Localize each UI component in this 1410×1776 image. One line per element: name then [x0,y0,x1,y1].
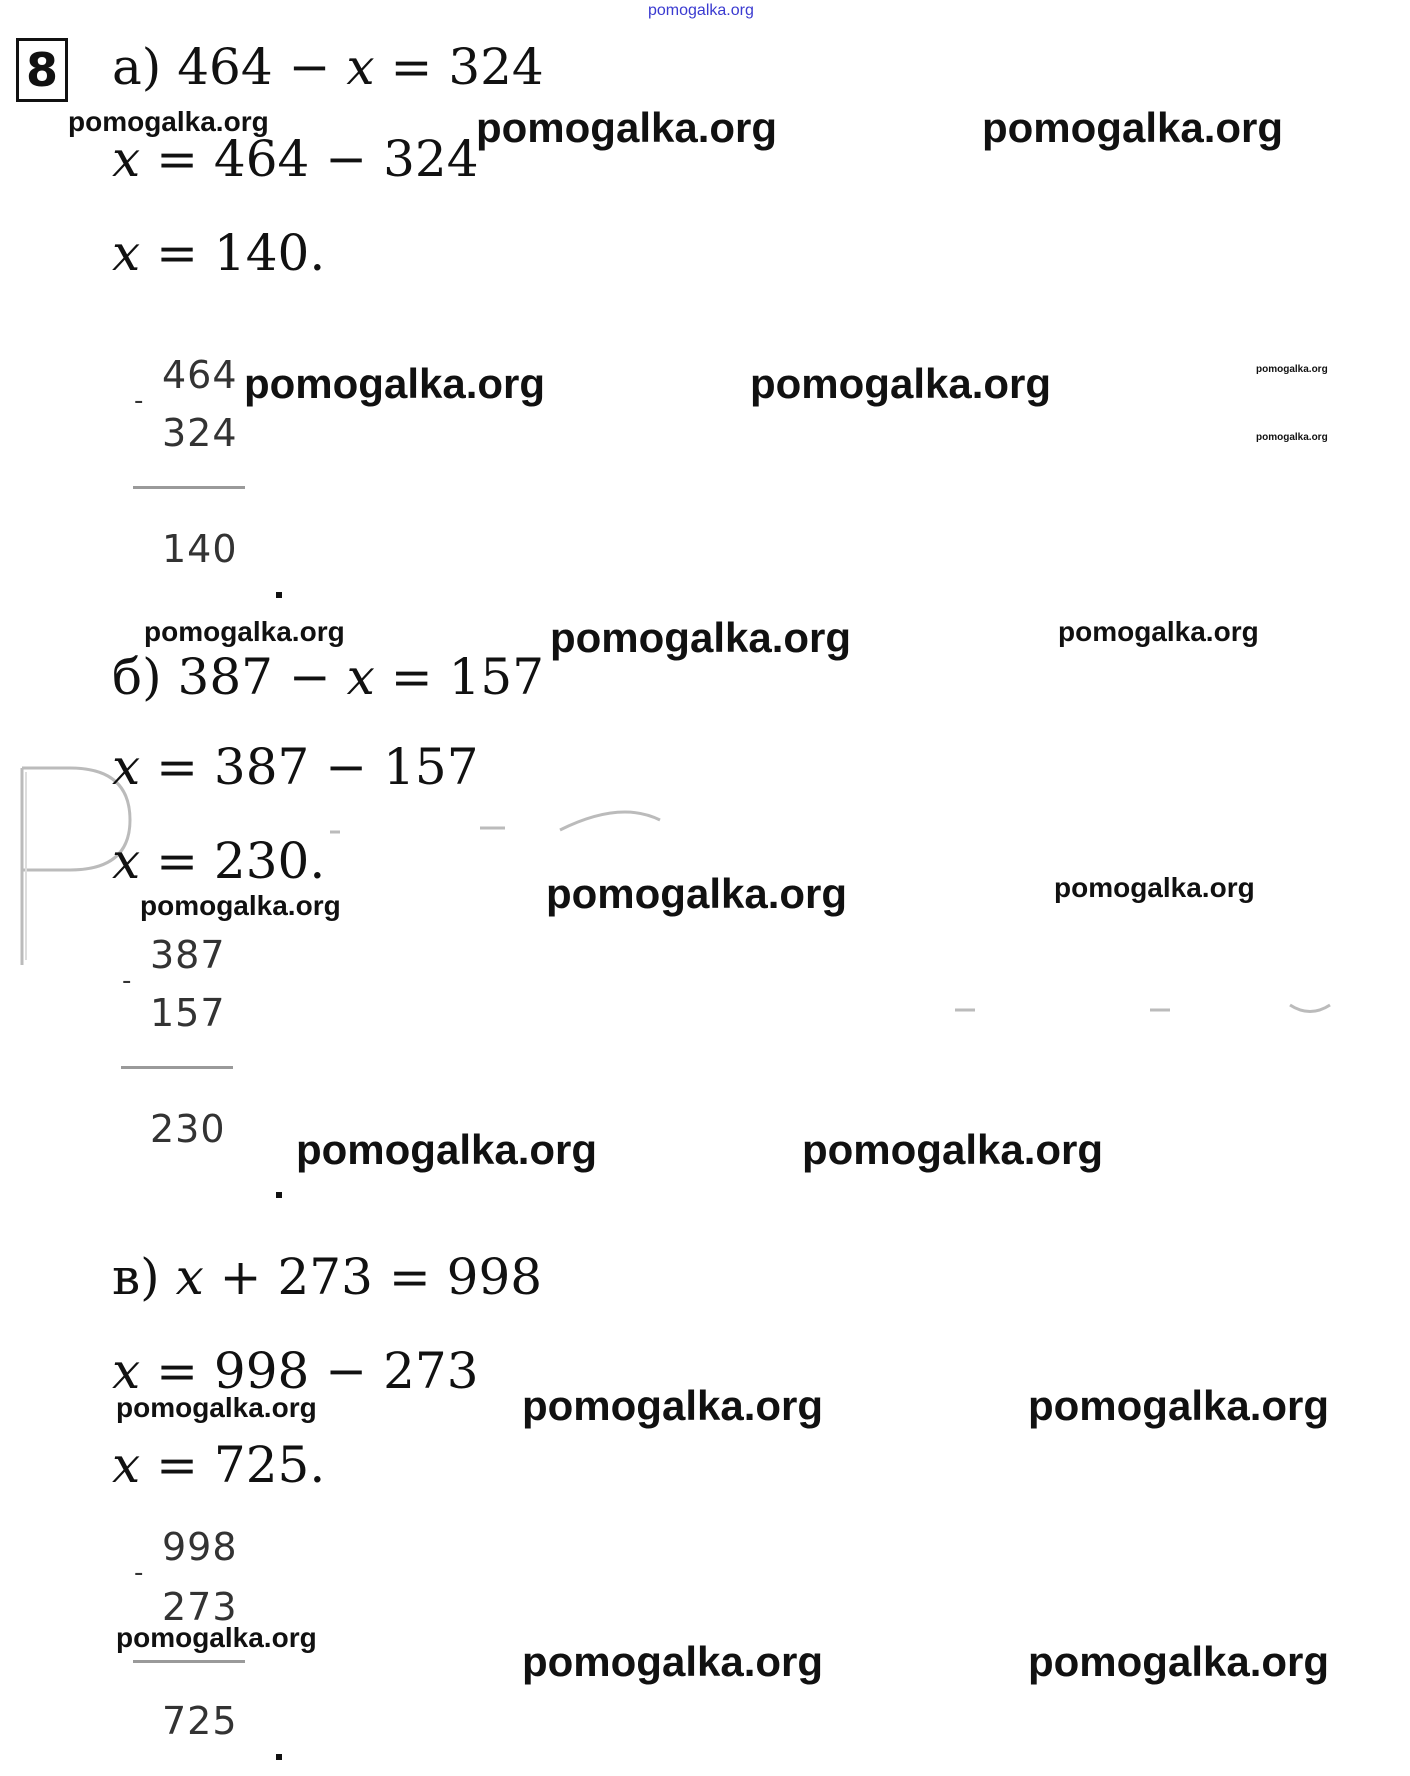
column-divider [133,486,245,489]
operator: + [219,1248,262,1306]
part-a-equation [112,38,544,96]
part-c-equation [112,1248,543,1306]
variable-x: x [346,648,375,706]
watermark-text: pomogalka.org [1054,872,1255,903]
watermark-text: pomogalka.org [982,104,1284,151]
end-dot [276,1192,282,1198]
operator: = [388,1248,431,1306]
column-minus-sign: - [122,966,132,996]
column-result: 140 [162,527,238,571]
term: 998 [446,1248,543,1306]
operator: − [325,738,368,796]
part-b-answer [112,832,326,890]
operator: = [390,648,433,706]
watermark-text: pomogalka.org [1058,616,1259,647]
end-dot [276,592,282,598]
variable-x: x [346,38,375,96]
answer-value: 725. [213,1436,326,1494]
part-b-step [112,738,479,796]
watermark-text: pomogalka.org [522,1382,824,1429]
term: 464 [177,38,273,96]
watermark-text: pomogalka.org [476,104,778,151]
part-label: б) [112,648,162,706]
watermark-text: pomogalka.org [1028,1638,1330,1685]
term: 157 [383,738,479,796]
term: 324 [383,130,479,188]
term: 998 [213,1342,310,1400]
operator: = [390,38,433,96]
column-top-number: 464 [162,353,238,397]
operator: − [325,130,368,188]
column-result: 230 [150,1107,226,1151]
column-top-number: 387 [150,933,226,977]
watermark-text: pomogalka.org [116,1392,317,1423]
term: 157 [448,648,545,706]
operator: = [156,832,199,890]
part-label: а) [112,38,162,96]
variable-x: x [112,738,141,796]
column-minus-sign: - [134,1558,144,1588]
variable-x: x [112,1342,141,1400]
term: 387 [177,648,273,706]
watermark-text: pomogalka.org [140,890,341,921]
top-watermark-link[interactable]: pomogalka.org [648,2,754,19]
term: 273 [277,1248,373,1306]
column-bottom-number: 157 [150,991,226,1035]
term: 464 [213,130,310,188]
watermark-text: pomogalka.org [1028,1382,1330,1429]
part-c-answer [112,1436,326,1494]
watermark-text: pomogalka.org [296,1126,598,1173]
operator: = [156,738,199,796]
operator: = [156,1342,199,1400]
operator: = [156,224,199,282]
problem-number-box: 8 [16,38,68,102]
operator: − [288,38,331,96]
operator: = [156,130,199,188]
variable-x: x [112,130,141,188]
variable-x: x [112,1436,141,1494]
watermark-text: pomogalka.org [144,616,345,647]
watermark-text: pomogalka.org [244,360,546,407]
watermark-text: pomogalka.org [1256,432,1328,443]
watermark-text: pomogalka.org [550,614,852,661]
term: 324 [448,38,544,96]
term: 273 [383,1342,479,1400]
watermark-text: pomogalka.org [802,1126,1104,1173]
column-divider [121,1066,233,1069]
column-top-number: 998 [162,1525,238,1569]
column-bottom-number: 273 [162,1585,238,1629]
part-label: в) [112,1248,160,1306]
watermark-text: pomogalka.org [68,106,269,137]
answer-value: 230. [213,832,326,890]
part-b-equation [112,648,545,706]
part-a-step [112,130,479,188]
end-dot [276,1754,282,1760]
operator: − [325,1342,368,1400]
answer-value: 140. [213,224,326,282]
part-c-step [112,1342,479,1400]
column-result: 725 [162,1699,238,1743]
watermark-text: pomogalka.org [116,1622,317,1653]
operator: = [156,1436,199,1494]
watermark-text: pomogalka.org [546,870,848,917]
term: 387 [213,738,310,796]
operator: − [288,648,331,706]
watermark-text: pomogalka.org [1256,364,1328,375]
watermark-text: pomogalka.org [522,1638,824,1685]
watermark-text: pomogalka.org [750,360,1052,407]
column-divider [133,1660,245,1663]
column-minus-sign: - [134,386,144,416]
variable-x: x [112,224,141,282]
part-a-answer [112,224,326,282]
column-bottom-number: 324 [162,411,238,455]
variable-x: x [175,1248,204,1306]
variable-x: x [112,832,141,890]
